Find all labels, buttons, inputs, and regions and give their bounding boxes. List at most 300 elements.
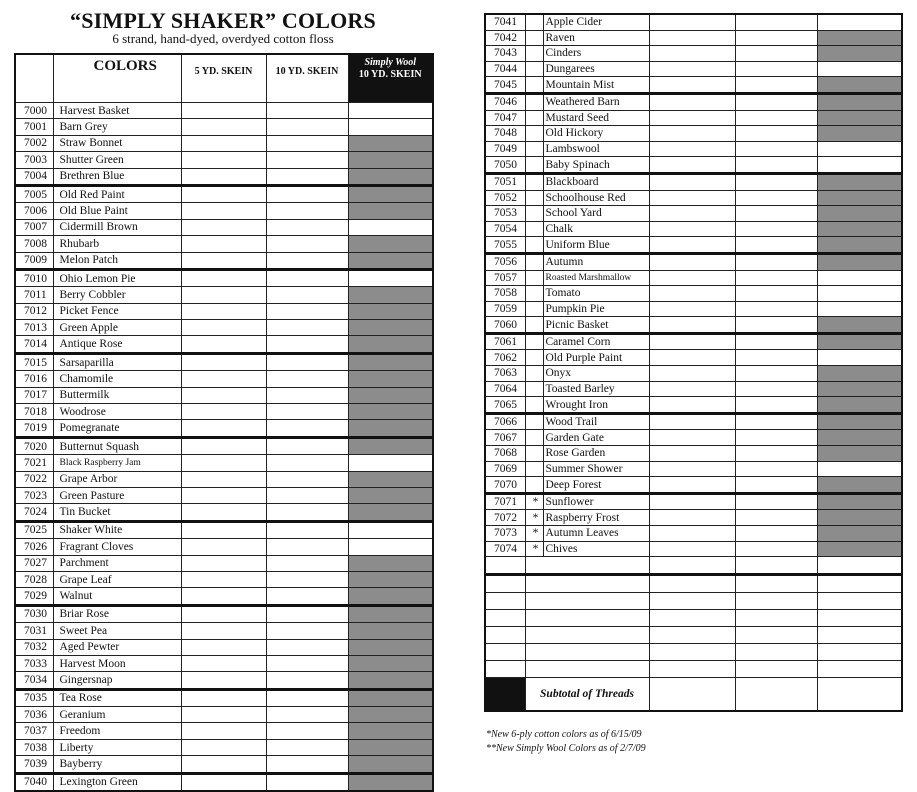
- five-yd-qty-cell[interactable]: [649, 270, 735, 286]
- ten-yd-qty-cell[interactable]: [266, 521, 348, 538]
- wool-qty-cell[interactable]: [817, 46, 902, 62]
- ten-yd-qty-cell[interactable]: [735, 30, 817, 46]
- wool-qty-cell[interactable]: [817, 397, 902, 414]
- ten-yd-qty-cell[interactable]: [266, 487, 348, 503]
- five-yd-qty-cell[interactable]: [649, 381, 735, 397]
- wool-qty-cell[interactable]: [348, 723, 433, 739]
- five-yd-qty-cell[interactable]: [181, 336, 266, 353]
- five-yd-qty-cell[interactable]: [181, 103, 266, 119]
- wool-qty-cell[interactable]: [348, 269, 433, 286]
- five-yd-qty-cell[interactable]: [181, 269, 266, 286]
- wool-qty-cell[interactable]: [348, 521, 433, 538]
- blank-name-cell[interactable]: [525, 627, 649, 644]
- wool-qty-cell[interactable]: [817, 526, 902, 542]
- wool-qty-cell[interactable]: [348, 336, 433, 353]
- new-color-marker: [525, 173, 543, 190]
- blank-name-cell[interactable]: [525, 661, 649, 678]
- five-yd-qty-cell[interactable]: [181, 119, 266, 135]
- five-yd-qty-cell[interactable]: [649, 61, 735, 77]
- five-yd-qty-cell[interactable]: [649, 430, 735, 446]
- five-yd-qty-cell[interactable]: [649, 221, 735, 237]
- five-yd-qty-cell[interactable]: [649, 253, 735, 270]
- ten-yd-qty-cell[interactable]: [735, 593, 817, 610]
- ten-yd-qty-cell[interactable]: [735, 61, 817, 77]
- wool-qty-cell[interactable]: [817, 61, 902, 77]
- ten-yd-qty-cell[interactable]: [735, 333, 817, 350]
- wool-qty-cell[interactable]: [348, 455, 433, 471]
- wool-qty-cell[interactable]: [817, 493, 902, 510]
- ten-yd-qty-cell[interactable]: [266, 420, 348, 437]
- wool-qty-cell[interactable]: [817, 270, 902, 286]
- five-yd-qty-cell[interactable]: [181, 588, 266, 605]
- wool-qty-cell[interactable]: [348, 252, 433, 269]
- five-yd-qty-cell[interactable]: [181, 539, 266, 555]
- color-number: 7070: [485, 477, 525, 494]
- five-yd-qty-cell[interactable]: [649, 77, 735, 94]
- ten-yd-qty-cell[interactable]: [735, 446, 817, 462]
- color-name: Old Hickory: [543, 126, 649, 142]
- wool-qty-cell[interactable]: [348, 555, 433, 571]
- ten-yd-qty-cell[interactable]: [266, 756, 348, 773]
- five-yd-qty-cell[interactable]: [181, 185, 266, 202]
- wool-qty-cell[interactable]: [348, 236, 433, 252]
- blank-number-cell[interactable]: [485, 557, 525, 575]
- five-yd-qty-cell[interactable]: [649, 141, 735, 157]
- five-yd-qty-cell[interactable]: [181, 287, 266, 303]
- blank-number-cell[interactable]: [485, 610, 525, 627]
- wool-qty-cell[interactable]: [817, 557, 902, 575]
- ten-yd-qty-cell[interactable]: [735, 206, 817, 222]
- wool-qty-cell[interactable]: [348, 303, 433, 319]
- five-yd-qty-cell[interactable]: [649, 333, 735, 350]
- blank-number-cell[interactable]: [485, 661, 525, 678]
- wool-qty-cell[interactable]: [817, 317, 902, 334]
- color-name: Melon Patch: [53, 252, 181, 269]
- color-name: Tea Rose: [53, 689, 181, 706]
- five-yd-qty-cell[interactable]: [649, 446, 735, 462]
- ten-yd-qty-cell[interactable]: [266, 371, 348, 387]
- five-yd-qty-cell[interactable]: [649, 477, 735, 494]
- five-yd-qty-cell[interactable]: [181, 252, 266, 269]
- color-number: 7072: [485, 510, 525, 526]
- ten-yd-qty-cell[interactable]: [266, 203, 348, 219]
- ten-yd-qty-cell[interactable]: [735, 430, 817, 446]
- ten-yd-qty-cell[interactable]: [735, 46, 817, 62]
- subtotal-wool-cell[interactable]: [817, 678, 902, 712]
- ten-yd-qty-cell[interactable]: [266, 689, 348, 706]
- wool-qty-cell[interactable]: [348, 135, 433, 151]
- wool-qty-cell[interactable]: [817, 644, 902, 661]
- color-name: Lexington Green: [53, 773, 181, 791]
- ten-yd-qty-cell[interactable]: [266, 655, 348, 671]
- ten-yd-qty-cell[interactable]: [735, 493, 817, 510]
- ten-yd-qty-cell[interactable]: [266, 219, 348, 235]
- five-yd-qty-cell[interactable]: [649, 644, 735, 661]
- wool-qty-cell[interactable]: [817, 413, 902, 430]
- five-yd-qty-cell[interactable]: [181, 571, 266, 587]
- five-yd-qty-cell[interactable]: [181, 303, 266, 319]
- five-yd-qty-cell[interactable]: [649, 317, 735, 334]
- five-yd-qty-cell[interactable]: [181, 639, 266, 655]
- wool-qty-cell[interactable]: [817, 190, 902, 206]
- ten-yd-qty-cell[interactable]: [266, 320, 348, 336]
- ten-yd-qty-cell[interactable]: [735, 575, 817, 593]
- ten-yd-qty-cell[interactable]: [735, 557, 817, 575]
- five-yd-qty-cell[interactable]: [649, 93, 735, 110]
- five-yd-qty-cell[interactable]: [649, 237, 735, 254]
- five-yd-qty-cell[interactable]: [649, 557, 735, 575]
- ten-yd-qty-cell[interactable]: [266, 185, 348, 202]
- subtotal-five-yd-cell[interactable]: [649, 678, 735, 712]
- wool-qty-cell[interactable]: [817, 510, 902, 526]
- wool-qty-cell[interactable]: [817, 253, 902, 270]
- new-color-marker: [525, 157, 543, 174]
- five-yd-qty-cell[interactable]: [181, 739, 266, 755]
- wool-qty-cell[interactable]: [348, 623, 433, 639]
- new-color-marker: [525, 126, 543, 142]
- five-yd-qty-cell[interactable]: [649, 46, 735, 62]
- ten-yd-qty-cell[interactable]: [266, 269, 348, 286]
- five-yd-qty-cell[interactable]: [649, 661, 735, 678]
- five-yd-qty-cell[interactable]: [649, 110, 735, 126]
- wool-qty-cell[interactable]: [817, 477, 902, 494]
- wool-qty-cell[interactable]: [348, 103, 433, 119]
- table-row: [15, 387, 433, 403]
- five-yd-qty-cell[interactable]: [649, 301, 735, 317]
- ten-yd-qty-cell[interactable]: [266, 404, 348, 420]
- wool-qty-cell[interactable]: [348, 320, 433, 336]
- ten-yd-qty-cell[interactable]: [735, 413, 817, 430]
- blank-name-cell[interactable]: [525, 644, 649, 661]
- ten-yd-qty-cell[interactable]: [735, 541, 817, 557]
- five-yd-qty-cell[interactable]: [649, 593, 735, 610]
- ten-yd-qty-cell[interactable]: [735, 110, 817, 126]
- ten-yd-qty-cell[interactable]: [735, 190, 817, 206]
- wool-qty-cell[interactable]: [817, 93, 902, 110]
- ten-yd-qty-cell[interactable]: [266, 437, 348, 454]
- ten-yd-qty-cell[interactable]: [735, 286, 817, 302]
- five-yd-qty-cell[interactable]: [649, 190, 735, 206]
- wool-qty-cell[interactable]: [817, 126, 902, 142]
- ten-yd-qty-cell[interactable]: [266, 571, 348, 587]
- five-yd-qty-cell[interactable]: [649, 493, 735, 510]
- color-number: 7044: [485, 61, 525, 77]
- five-yd-qty-cell[interactable]: [181, 756, 266, 773]
- five-yd-qty-cell[interactable]: [181, 320, 266, 336]
- five-yd-qty-cell[interactable]: [181, 455, 266, 471]
- color-name: Blackboard: [543, 173, 649, 190]
- five-yd-qty-cell[interactable]: [181, 471, 266, 487]
- wool-qty-cell[interactable]: [817, 237, 902, 254]
- ten-yd-qty-cell[interactable]: [735, 610, 817, 627]
- ten-yd-qty-cell[interactable]: [735, 270, 817, 286]
- five-yd-qty-cell[interactable]: [181, 623, 266, 639]
- wool-qty-cell[interactable]: [348, 119, 433, 135]
- wool-qty-cell[interactable]: [817, 366, 902, 382]
- wool-qty-cell[interactable]: [348, 437, 433, 454]
- wool-qty-cell[interactable]: [817, 30, 902, 46]
- five-yd-qty-cell[interactable]: [181, 420, 266, 437]
- ten-yd-qty-cell[interactable]: [735, 173, 817, 190]
- five-yd-qty-cell[interactable]: [649, 461, 735, 477]
- blank-name-cell[interactable]: [525, 557, 649, 575]
- wool-qty-cell[interactable]: [817, 14, 902, 30]
- color-number: 7043: [485, 46, 525, 62]
- blank-row: [485, 610, 902, 627]
- ten-yd-qty-cell[interactable]: [266, 135, 348, 151]
- five-yd-qty-cell[interactable]: [181, 236, 266, 252]
- color-number: 7000: [15, 103, 53, 119]
- ten-yd-qty-cell[interactable]: [735, 366, 817, 382]
- ten-yd-qty-cell[interactable]: [266, 303, 348, 319]
- color-number: 7005: [15, 185, 53, 202]
- ten-yd-qty-cell[interactable]: [266, 588, 348, 605]
- five-yd-qty-cell[interactable]: [649, 610, 735, 627]
- ten-yd-qty-cell[interactable]: [266, 336, 348, 353]
- wool-qty-cell[interactable]: [817, 541, 902, 557]
- blank-number-cell[interactable]: [485, 575, 525, 593]
- five-yd-qty-cell[interactable]: [649, 541, 735, 557]
- wool-qty-cell[interactable]: [348, 756, 433, 773]
- wool-qty-cell[interactable]: [348, 689, 433, 706]
- wool-qty-cell[interactable]: [817, 206, 902, 222]
- wool-qty-cell[interactable]: [817, 157, 902, 174]
- ten-yd-qty-cell[interactable]: [735, 93, 817, 110]
- ten-yd-qty-cell[interactable]: [735, 14, 817, 30]
- five-yd-qty-cell[interactable]: [181, 371, 266, 387]
- ten-yd-qty-cell[interactable]: [266, 168, 348, 185]
- wool-qty-cell[interactable]: [817, 610, 902, 627]
- wool-qty-cell[interactable]: [817, 575, 902, 593]
- color-name: Geranium: [53, 707, 181, 723]
- ten-yd-qty-cell[interactable]: [735, 221, 817, 237]
- table-row: [15, 236, 433, 252]
- subtotal-ten-yd-cell[interactable]: [735, 678, 817, 712]
- five-yd-qty-cell[interactable]: [181, 353, 266, 370]
- wool-qty-cell[interactable]: [817, 301, 902, 317]
- table-row: [485, 270, 902, 286]
- wool-qty-cell[interactable]: [348, 639, 433, 655]
- ten-yd-qty-cell[interactable]: [266, 287, 348, 303]
- five-yd-qty-cell[interactable]: [181, 152, 266, 168]
- ten-yd-qty-cell[interactable]: [735, 157, 817, 174]
- table-row: [15, 287, 433, 303]
- wool-qty-cell[interactable]: [348, 539, 433, 555]
- wool-qty-cell[interactable]: [817, 221, 902, 237]
- wool-qty-cell[interactable]: [348, 387, 433, 403]
- ten-yd-qty-cell[interactable]: [735, 477, 817, 494]
- five-yd-qty-cell[interactable]: [181, 689, 266, 706]
- ten-yd-qty-cell[interactable]: [266, 605, 348, 622]
- ten-yd-qty-cell[interactable]: [266, 471, 348, 487]
- wool-qty-cell[interactable]: [348, 471, 433, 487]
- five-yd-qty-cell[interactable]: [181, 555, 266, 571]
- wool-qty-cell[interactable]: [817, 141, 902, 157]
- five-yd-qty-cell[interactable]: [181, 504, 266, 521]
- wool-qty-cell[interactable]: [348, 739, 433, 755]
- five-yd-qty-cell[interactable]: [649, 627, 735, 644]
- wool-qty-cell[interactable]: [348, 287, 433, 303]
- five-yd-qty-cell[interactable]: [181, 672, 266, 689]
- ten-yd-qty-cell[interactable]: [735, 397, 817, 414]
- table-row: [485, 526, 902, 542]
- five-yd-qty-cell[interactable]: [181, 605, 266, 622]
- ten-yd-qty-cell[interactable]: [266, 539, 348, 555]
- five-yd-qty-cell[interactable]: [649, 157, 735, 174]
- wool-qty-cell[interactable]: [348, 353, 433, 370]
- wool-qty-cell[interactable]: [817, 381, 902, 397]
- ten-yd-qty-cell[interactable]: [266, 455, 348, 471]
- five-yd-qty-cell[interactable]: [649, 526, 735, 542]
- ten-yd-qty-cell[interactable]: [266, 119, 348, 135]
- ten-yd-qty-cell[interactable]: [266, 672, 348, 689]
- table-row: [15, 655, 433, 671]
- ten-yd-qty-cell[interactable]: [735, 77, 817, 94]
- ten-yd-qty-cell[interactable]: [266, 236, 348, 252]
- wool-qty-cell[interactable]: [348, 152, 433, 168]
- wool-qty-cell[interactable]: [348, 168, 433, 185]
- five-yd-qty-cell[interactable]: [649, 510, 735, 526]
- ten-yd-qty-cell[interactable]: [266, 707, 348, 723]
- wool-qty-cell[interactable]: [348, 571, 433, 587]
- five-yd-qty-cell[interactable]: [181, 203, 266, 219]
- five-yd-qty-cell[interactable]: [649, 575, 735, 593]
- color-number: 7016: [15, 371, 53, 387]
- color-name: Ohio Lemon Pie: [53, 269, 181, 286]
- table-row: [485, 461, 902, 477]
- wool-qty-cell[interactable]: [817, 661, 902, 678]
- wool-qty-cell[interactable]: [348, 404, 433, 420]
- wool-qty-cell[interactable]: [348, 219, 433, 235]
- five-yd-qty-cell[interactable]: [649, 173, 735, 190]
- ten-yd-qty-cell[interactable]: [735, 381, 817, 397]
- ten-yd-qty-cell[interactable]: [266, 555, 348, 571]
- five-yd-qty-cell[interactable]: [181, 437, 266, 454]
- five-yd-qty-cell[interactable]: [181, 387, 266, 403]
- wool-qty-cell[interactable]: [348, 185, 433, 202]
- ten-yd-qty-cell[interactable]: [735, 510, 817, 526]
- ten-yd-qty-cell[interactable]: [266, 252, 348, 269]
- ten-yd-qty-cell[interactable]: [735, 350, 817, 366]
- wool-qty-cell[interactable]: [817, 430, 902, 446]
- color-name: Deep Forest: [543, 477, 649, 494]
- five-yd-qty-cell[interactable]: [649, 126, 735, 142]
- color-name: Freedom: [53, 723, 181, 739]
- ten-yd-qty-cell[interactable]: [266, 623, 348, 639]
- ten-yd-qty-cell[interactable]: [735, 661, 817, 678]
- wool-qty-cell[interactable]: [348, 504, 433, 521]
- five-yd-qty-cell[interactable]: [649, 30, 735, 46]
- five-yd-qty-cell[interactable]: [181, 655, 266, 671]
- five-yd-qty-cell[interactable]: [181, 521, 266, 538]
- five-yd-qty-cell[interactable]: [181, 135, 266, 151]
- wool-qty-cell[interactable]: [348, 605, 433, 622]
- five-yd-qty-cell[interactable]: [181, 707, 266, 723]
- color-name: Raspberry Frost: [543, 510, 649, 526]
- wool-qty-cell[interactable]: [817, 77, 902, 94]
- color-name: Green Pasture: [53, 487, 181, 503]
- new-color-marker: [525, 461, 543, 477]
- ten-yd-qty-cell[interactable]: [266, 504, 348, 521]
- five-yd-qty-cell[interactable]: [181, 168, 266, 185]
- color-name: Harvest Moon: [53, 655, 181, 671]
- wool-qty-cell[interactable]: [817, 593, 902, 610]
- wool-qty-cell[interactable]: [348, 487, 433, 503]
- five-yd-qty-cell[interactable]: [649, 413, 735, 430]
- wool-qty-cell[interactable]: [817, 173, 902, 190]
- ten-yd-qty-cell[interactable]: [735, 461, 817, 477]
- blank-name-cell[interactable]: [525, 593, 649, 610]
- wool-qty-cell[interactable]: [348, 707, 433, 723]
- ten-yd-qty-cell[interactable]: [735, 644, 817, 661]
- wool-qty-cell[interactable]: [817, 110, 902, 126]
- ten-yd-qty-cell[interactable]: [266, 639, 348, 655]
- blank-number-cell[interactable]: [485, 627, 525, 644]
- color-number: 7035: [15, 689, 53, 706]
- color-number: 7062: [485, 350, 525, 366]
- five-yd-qty-cell[interactable]: [181, 404, 266, 420]
- ten-yd-qty-cell[interactable]: [735, 317, 817, 334]
- wool-qty-cell[interactable]: [817, 350, 902, 366]
- wool-qty-cell[interactable]: [348, 672, 433, 689]
- blank-name-cell[interactable]: [525, 575, 649, 593]
- wool-qty-cell[interactable]: [348, 371, 433, 387]
- five-yd-qty-cell[interactable]: [181, 723, 266, 739]
- blank-number-cell[interactable]: [485, 593, 525, 610]
- five-yd-qty-cell[interactable]: [649, 366, 735, 382]
- color-name: Shutter Green: [53, 152, 181, 168]
- ten-yd-qty-cell[interactable]: [266, 739, 348, 755]
- ten-yd-qty-cell[interactable]: [735, 141, 817, 157]
- ten-yd-qty-cell[interactable]: [266, 152, 348, 168]
- five-yd-qty-cell[interactable]: [649, 14, 735, 30]
- blank-name-cell[interactable]: [525, 610, 649, 627]
- color-name: Uniform Blue: [543, 237, 649, 254]
- ten-yd-qty-cell[interactable]: [266, 723, 348, 739]
- five-yd-qty-cell[interactable]: [181, 487, 266, 503]
- five-yd-qty-cell[interactable]: [649, 397, 735, 414]
- ten-yd-qty-cell[interactable]: [735, 253, 817, 270]
- five-yd-qty-cell[interactable]: [649, 350, 735, 366]
- ten-yd-qty-cell[interactable]: [735, 627, 817, 644]
- five-yd-qty-cell[interactable]: [649, 206, 735, 222]
- ten-yd-qty-cell[interactable]: [266, 387, 348, 403]
- ten-yd-qty-cell[interactable]: [266, 103, 348, 119]
- ten-yd-qty-cell[interactable]: [266, 353, 348, 370]
- wool-qty-cell[interactable]: [817, 461, 902, 477]
- table-row: [15, 723, 433, 739]
- wool-qty-cell[interactable]: [817, 627, 902, 644]
- five-yd-qty-cell[interactable]: [649, 286, 735, 302]
- color-number: 7030: [15, 605, 53, 622]
- ten-yd-qty-cell[interactable]: [735, 301, 817, 317]
- table-row: [485, 317, 902, 334]
- ten-yd-qty-cell[interactable]: [735, 526, 817, 542]
- new-color-marker: [525, 77, 543, 94]
- blank-number-cell[interactable]: [485, 644, 525, 661]
- ten-yd-qty-cell[interactable]: [735, 126, 817, 142]
- ten-yd-qty-cell[interactable]: [735, 237, 817, 254]
- wool-qty-cell[interactable]: [348, 420, 433, 437]
- wool-qty-cell[interactable]: [817, 446, 902, 462]
- color-name: Gingersnap: [53, 672, 181, 689]
- five-yd-qty-cell[interactable]: [181, 219, 266, 235]
- wool-qty-cell[interactable]: [348, 655, 433, 671]
- wool-qty-cell[interactable]: [348, 588, 433, 605]
- wool-qty-cell[interactable]: [348, 203, 433, 219]
- wool-qty-cell[interactable]: [817, 286, 902, 302]
- wool-qty-cell[interactable]: [817, 333, 902, 350]
